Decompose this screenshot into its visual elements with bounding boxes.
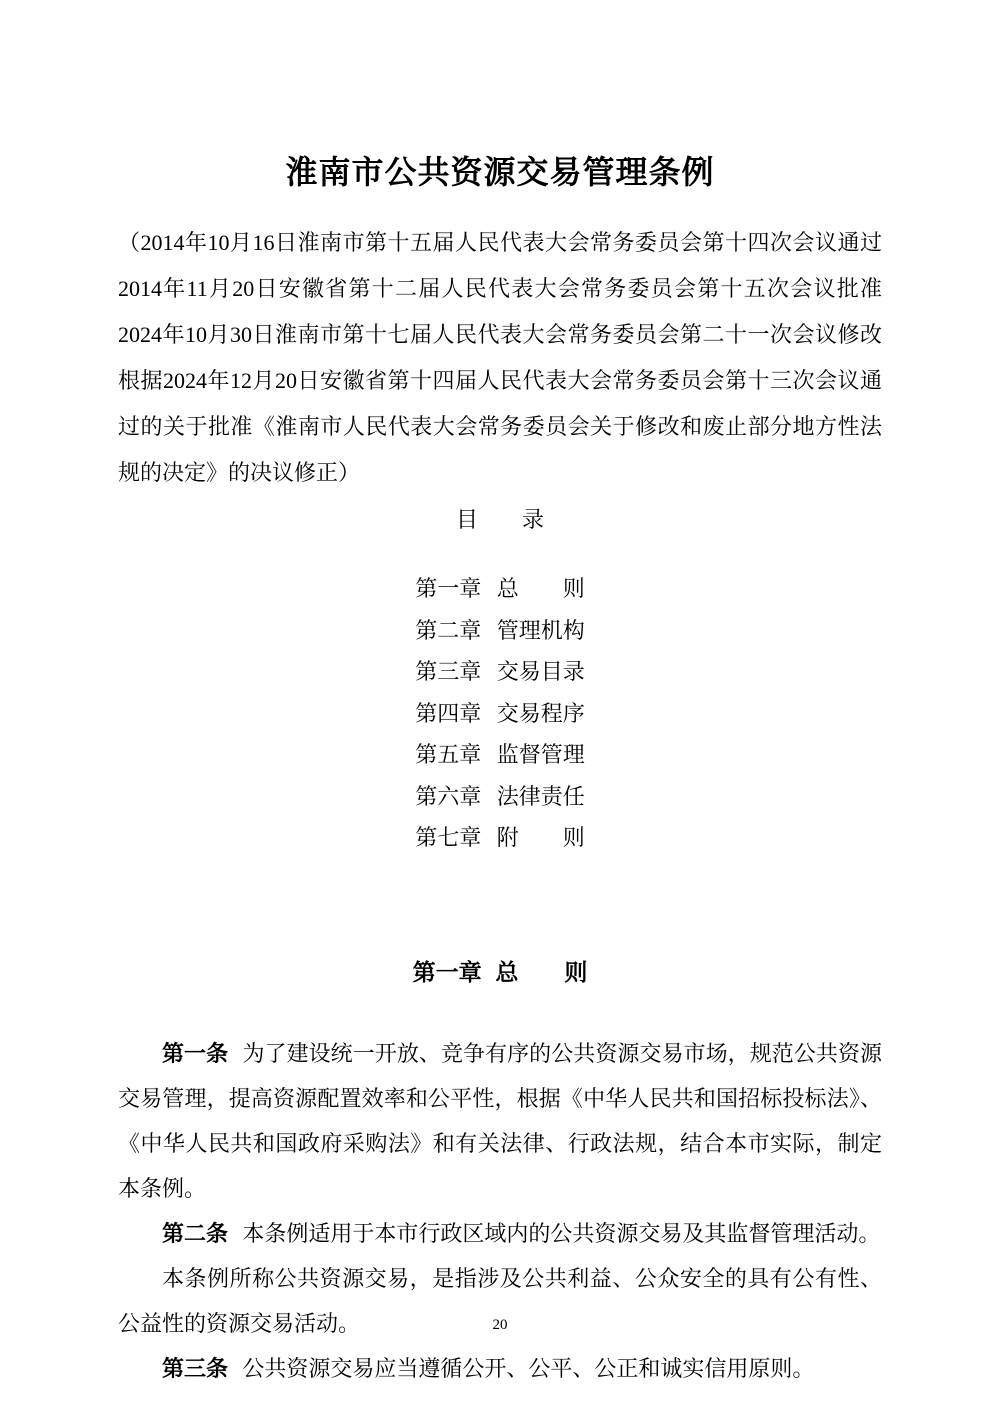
toc-chapter-title: 交易程序 (496, 700, 585, 726)
document-body (118, 1031, 882, 1391)
article-number: 第二条 (162, 1220, 229, 1246)
toc-chapter-number: 第六章 (415, 783, 482, 809)
article-text: 本条例所称公共资源交易，是指涉及公共利益、公众安全的具有公有性、公益性的资源交易活动。 (118, 1265, 882, 1336)
toc-chapter-number: 第三章 (415, 659, 482, 684)
toc-item (415, 817, 584, 859)
toc-chapter-title: 法律责任 (496, 783, 585, 809)
toc-item (415, 734, 584, 776)
article-text: 本条例适用于本市行政区域内的公共资源交易及其监督管理活动。 (242, 1220, 881, 1246)
toc-chapter-number: 第七章 (415, 825, 482, 850)
chapter-number: 第一章 (412, 958, 482, 985)
toc-chapter-number: 第二章 (415, 617, 482, 643)
document-title: 淮南市公共资源交易管理条例 (285, 154, 715, 190)
toc-item (415, 776, 584, 818)
toc-chapter-number: 第五章 (415, 742, 482, 767)
table-of-contents (118, 508, 882, 859)
toc-list (415, 568, 584, 859)
toc-heading: 目 录 (455, 507, 544, 532)
toc-item (415, 693, 584, 735)
article-number: 第一条 (162, 1040, 229, 1066)
toc-chapter-title: 交易目录 (496, 659, 585, 684)
toc-chapter-title: 管理机构 (496, 617, 585, 643)
toc-item (415, 651, 584, 693)
article-paragraph (118, 1031, 882, 1211)
toc-item (415, 568, 584, 610)
toc-chapter-number: 第一章 (415, 576, 482, 601)
chapter-title: 总 则 (495, 958, 588, 985)
toc-item (415, 610, 584, 652)
article-paragraph (118, 1211, 882, 1256)
toc-chapter-title: 附 则 (496, 825, 585, 850)
page-number: 20 (492, 1317, 508, 1333)
toc-chapter-number: 第四章 (415, 700, 482, 726)
article-text: 公共资源交易应当遵循公开、公平、公正和诚实信用原则。 (242, 1355, 815, 1381)
preamble-note: （2014年10月16日淮南市第十五届人民代表大会常务委员会第十四次会议通过 2014年11月20日安徽省第十二届人民代表大会常务委员会第十五次会议批准 2024年10月30日淮南市第十七届人民代表大会常务委员会第二十一次会议修改 根据2024年12月20日安徽省第十四届人民代表大会常务委员会第十三次会议通过的关于批准《淮南市人民代表大会常务委员会关于修改和废止部分地方性法规的决定》的决议修正） (118, 230, 927, 485)
article-text: 为了建设统一开放、竞争有序的公共资源交易市场，规范公共资源交易管理，提高资源配置效率和公平性，根据《中华人民共和国招标投标法》、《中华人民共和国政府采购法》和有关法律、行政法规，结合本市实际，制定本条例。 (118, 1040, 882, 1201)
toc-chapter-title: 总 则 (496, 576, 585, 601)
article-number: 第三条 (162, 1355, 229, 1381)
toc-chapter-title: 监督管理 (496, 742, 585, 767)
article-paragraph (118, 1346, 882, 1391)
chapter-one-heading (118, 957, 882, 987)
